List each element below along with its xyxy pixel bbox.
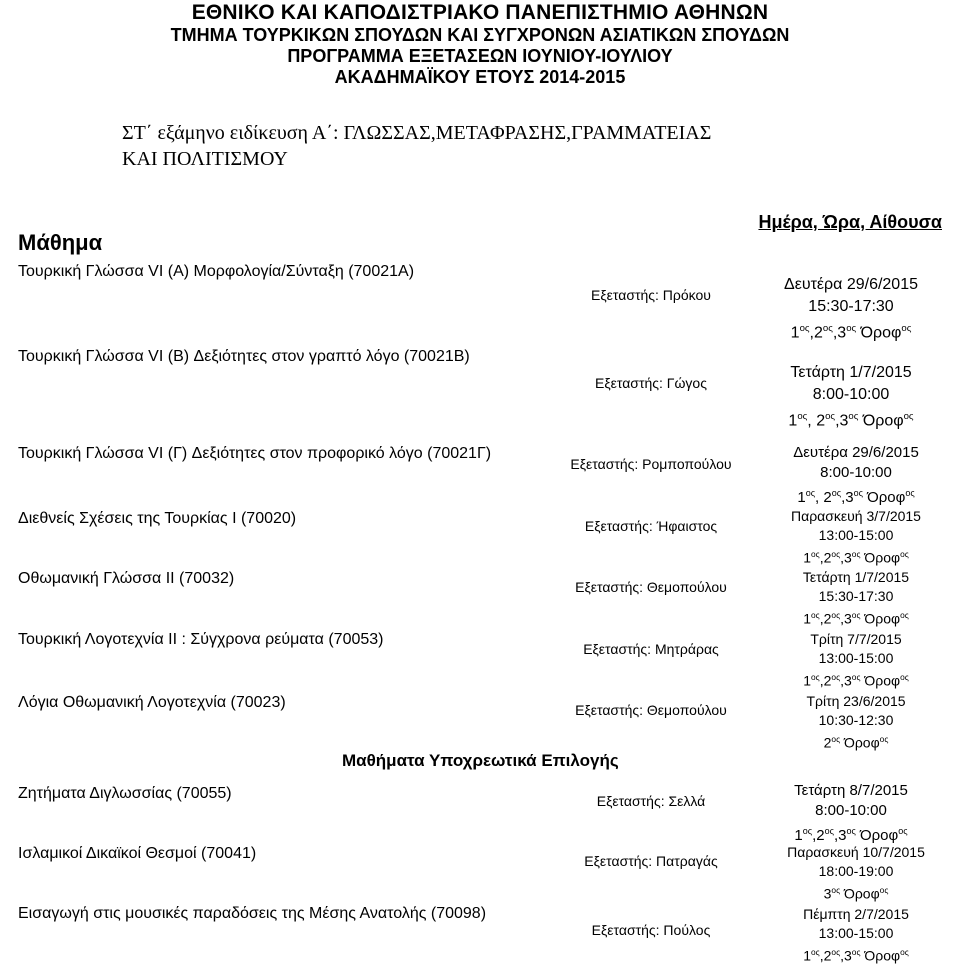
exam-day: Παρασκευή 10/7/2015 [787,844,925,860]
exam-datetime [756,568,956,629]
department-title: ΤΜΗΜΑ ΤΟΥΡΚΙΚΩΝ ΣΠΟΥΔΩΝ ΚΑΙ ΣΥΓΧΡΟΝΩΝ ΑΣΙΑΤΙΚΩΝ ΣΠΟΥΔΩΝ [170,25,790,45]
exam-datetime [751,362,951,432]
exam-day: Τρίτη 23/6/2015 [806,693,906,709]
exam-day: Πέμπτη 2/7/2015 [803,906,909,922]
exam-day: Παρασκευή 3/7/2015 [791,508,921,524]
exam-floor: $2^{o\varsigma}$ Όροφ$^{o\varsigma}$ [823,734,889,751]
examiner: Εξεταστής: Πατραγάς [584,853,718,869]
exam-datetime [756,507,956,568]
academic-year: ΑΚΑΔΗΜΑΪΚΟΥ ΕΤΟΥΣ 2014-2015 [334,67,626,87]
datetime-column-header: Ημέρα, Ώρα, Αίθουσα [758,212,942,232]
course-name: Διεθνείς Σχέσεις της Τουρκίας Ι (70020) [18,510,297,527]
program-title: ΠΡΟΓΡΑΜΜΑ ΕΞΕΤΑΣΕΩΝ ΙΟΥΝΙΟΥ-ΙΟΥΛΙΟΥ [287,46,673,66]
exam-datetime [756,692,956,753]
course-name: Εισαγωγή στις μουσικές παραδόσεις της Μέσης Ανατολής (70098) [18,905,487,922]
exam-datetime [756,843,956,904]
exam-time: 13:00-15:00 [818,650,894,666]
examiner: Εξεταστής: Πούλος [591,922,711,938]
university-title: ΕΘΝΙΚΟ ΚΑΙ ΚΑΠΟΔΙΣΤΡΙΑΚΟ ΠΑΝΕΠΙΣΤΗΜΙΟ ΑΘΗΝΩΝ [191,1,769,24]
course-name: Τουρκική Γλώσσα VI (A) Μορφολογία/Σύνταξη (70021Α) [18,263,415,280]
exam-floor: $1^{o\varsigma},2^{o\varsigma},3^{o\varsigma}$ Όροφ$^{o\varsigma}$ [790,323,912,342]
course-name: Τουρκική Γλώσσα VI (B) Δεξιότητες στον γραπτό λόγο (70021Β) [18,348,470,365]
elective-section-title: Μαθήματα Υποχρεωτικά Επιλογής [342,751,619,770]
course-name: Τουρκική Λογοτεχνία ΙΙ : Σύγχρονα ρεύματα (70053) [18,631,384,648]
exam-floor: $1^{o\varsigma},2^{o\varsigma},3^{o\varsigma}$ Όροφ$^{o\varsigma}$ [803,947,909,964]
exam-floor: $1^{o\varsigma}$, $2^{o\varsigma},3^{o\varsigma}$ Όροφ$^{o\varsigma}$ [797,488,915,506]
exam-datetime [751,781,951,846]
examiner: Εξεταστής: Θεμοπούλου [575,702,727,718]
exam-datetime [756,443,956,508]
exam-time: 8:00-10:00 [820,464,892,481]
exam-time: 15:30-17:30 [808,298,894,315]
examiner: Εξεταστής: Μητράρας [583,641,719,657]
exam-floor: $3^{o\varsigma}$ Όροφ$^{o\varsigma}$ [823,885,889,902]
course-name: Τουρκική Γλώσσα VI (Γ) Δεξιότητες στον προφορικό λόγο (70021Γ) [18,445,492,462]
semester-heading [122,120,842,172]
exam-day: Τετάρτη 1/7/2015 [802,569,910,585]
exam-time: 10:30-12:30 [818,712,894,728]
exam-day: Δευτέρα 29/6/2015 [784,276,918,293]
exam-datetime [751,274,951,344]
examiner: Εξεταστής: Θεμοπούλου [575,579,727,595]
course-name: Λόγια Οθωμανική Λογοτεχνία (70023) [18,694,286,711]
examiner: Εξεταστής: Σελλά [596,793,706,809]
exam-floor: $1^{o\varsigma},2^{o\varsigma},3^{o\varsigma}$ Όροφ$^{o\varsigma}$ [794,826,908,844]
course-column-header: Μάθημα [18,230,103,255]
semester-line-1: ΣΤ΄ εξάμηνο ειδίκευση Α΄: ΓΛΩΣΣΑΣ,ΜΕΤΑΦΡΑΣΗΣ,ΓΡΑΜΜΑΤΕΙΑΣ [122,122,712,144]
exam-floor: $1^{o\varsigma},2^{o\varsigma},3^{o\varsigma}$ Όροφ$^{o\varsigma}$ [803,672,909,689]
exam-floor: $1^{o\varsigma}$, $2^{o\varsigma},3^{o\varsigma}$ Όροφ$^{o\varsigma}$ [788,411,914,430]
exam-time: 13:00-15:00 [818,527,894,543]
document-header [0,0,960,86]
exam-floor: $1^{o\varsigma},2^{o\varsigma},3^{o\varsigma}$ Όροφ$^{o\varsigma}$ [803,549,909,566]
exam-day: Δευτέρα 29/6/2015 [793,444,919,461]
examiner: Εξεταστής: Πρόκου [591,287,711,303]
exam-time: 8:00-10:00 [815,802,887,819]
exam-datetime [756,630,956,691]
examiner: Εξεταστής: Ρομποπούλου [570,456,732,472]
examiner: Εξεταστής: Γώγος [595,375,707,391]
exam-time: 13:00-15:00 [818,925,894,941]
course-name: Ζητήματα Διγλωσσίας (70055) [18,785,232,802]
exam-floor: $1^{o\varsigma},2^{o\varsigma},3^{o\varsigma}$ Όροφ$^{o\varsigma}$ [803,610,909,627]
exam-time: 15:30-17:30 [818,588,894,604]
exam-time: 8:00-10:00 [812,386,890,403]
exam-day: Τετάρτη 8/7/2015 [794,782,908,799]
exam-day: Τρίτη 7/7/2015 [810,631,902,647]
exam-day: Τετάρτη 1/7/2015 [790,364,912,381]
examiner: Εξεταστής: Ήφαιστος [584,518,718,534]
exam-datetime [756,905,956,966]
course-name: Ισλαμικοί Δικαϊκοί Θεσμοί (70041) [18,845,257,862]
exam-time: 18:00-19:00 [818,863,894,879]
course-name: Οθωμανική Γλώσσα ΙΙ (70032) [18,570,235,587]
semester-line-2: ΚΑΙ ΠΟΛΙΤΙΣΜΟΥ [122,148,288,170]
